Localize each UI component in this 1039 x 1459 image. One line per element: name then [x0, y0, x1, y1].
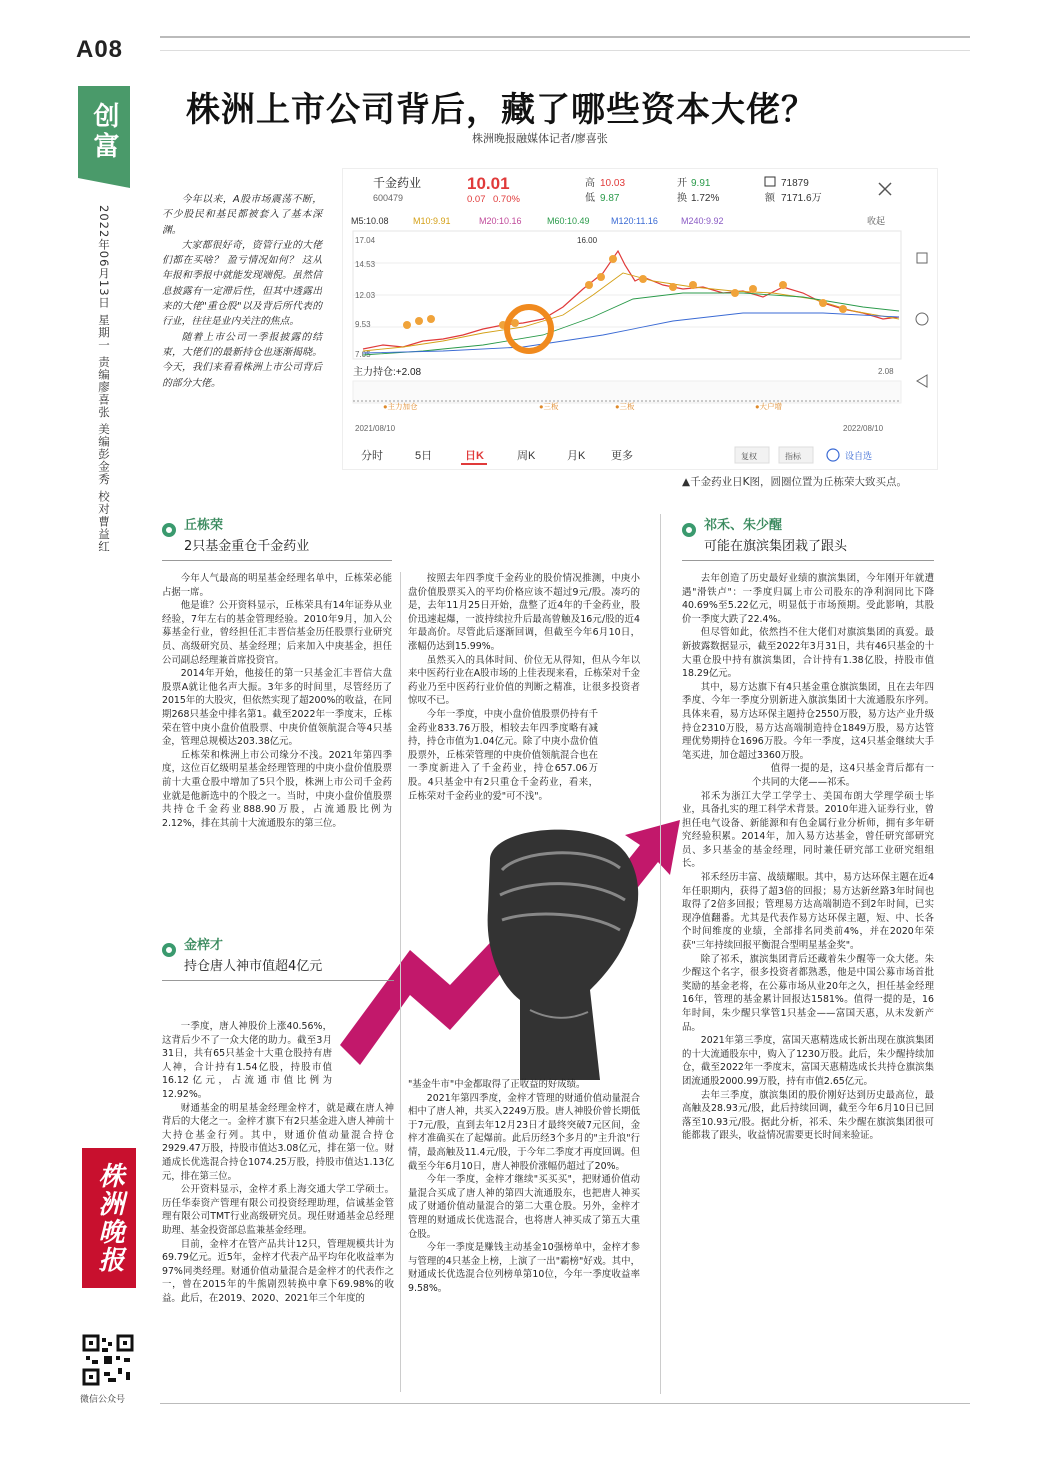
paragraph: 除了祁禾，旗滨集团背后还藏着朱少醒等一众大佬。朱少醒这个名字，很多投资者都熟悉，他是中国公募市场首批奖励的基金老将，在公募市场从业20年之久，担任基金经理16年，管理的基金累计回报达1581%。值得一提的是，16年时间，朱少醒只掌管1只基金——富国天惠，从未发新产品。 [682, 953, 934, 1033]
paragraph: 目前，金梓才在管产品共计12只，管理规模共计为69.79亿元。近5年，金梓才代表产品平均年化收益率为97%同类经理。财通价值动量混合是金梓才的代表作之一，曾在2015年的牛熊剧烈转换中拿下69.98%的收益。此后，在2019、2020、2021年三个年度的 [162, 1238, 394, 1304]
back-icon[interactable] [917, 375, 927, 387]
amount-label: 额 [765, 193, 775, 204]
column-qiu-2 [408, 572, 640, 803]
tab-fenshi[interactable]: 分时 [361, 450, 383, 462]
section-header-jin [162, 934, 322, 974]
section-rule [162, 560, 392, 561]
circle-icon[interactable] [916, 313, 928, 325]
peak-label: 16.00 [577, 236, 598, 245]
y-tick: 14.53 [355, 260, 376, 269]
paragraph: 去年三季度，旗滨集团的股价刚好达到历史最高位，最高触及28.93元/股，此后持续回调，截至今年6月10日已回落至10.93元/股。据此分析，祁禾、朱少醒在旗滨集团很可能都栽了跟头，收益情况需要更长时间来验证。 [682, 1089, 934, 1142]
right-tick: 2.08 [878, 367, 894, 376]
section-rule [162, 980, 394, 981]
intro [162, 192, 322, 391]
y-tick: 9.53 [355, 320, 371, 329]
column-jin-1 [162, 1020, 394, 1305]
event-label: ●三板 [539, 402, 559, 411]
ma5: M5:10.08 [351, 216, 389, 226]
date-end: 2022/08/10 [843, 424, 884, 433]
event-label: ●三板 [615, 402, 635, 411]
tab-more[interactable]: 更多 [611, 450, 633, 462]
column-qi [682, 572, 934, 1143]
section-name: 丘栋荣 [184, 518, 224, 533]
ma240: M240:9.92 [681, 216, 724, 226]
ring-icon [682, 523, 696, 537]
paragraph: 2014年开始，他接任的第一只基金汇丰晋信大盘股票A就让他名声大振。3年多的时间里，尽管经历了2015年的大股灾，但依然实现了超200%的收益，在同期268只基金中排名第1。截至2022年一季度末，丘栋荣在管中庚小盘价值股票、中庚价值领航混合等4只基金，管理总规模达203.38亿元。 [162, 668, 392, 748]
y-tick: 17.04 [355, 236, 376, 245]
ma10: M10:9.91 [413, 216, 451, 226]
add-watch-button[interactable]: 设自选 [845, 451, 873, 461]
fold-label[interactable]: 收起 [867, 216, 886, 226]
high-value: 10.03 [600, 178, 626, 189]
intro-para: 随着上市公司一季报披露的结束，大佬们的最新持仓也逐渐揭晓。今天，我们来看看株洲上市公司背后的部分大佬。 [162, 331, 322, 389]
ma20: M20:10.16 [479, 216, 522, 226]
section-header-qi [682, 514, 847, 554]
paragraph: 2021年第四季度，金梓才管理的财通价值动量混合相中了唐人神，共买入2249万股。唐人神股价曾长期低于7元/股，直到去年12月23日才最终突破7元区间，金梓才准确买在了起爆前。此后历经3个多月的"主升浪"行情，最高触及11.4元/股，于今年二季度才再度回调。但截至今年6月10日，唐人神股价涨幅仍超过了20%。 [408, 1092, 640, 1172]
paragraph: "基金牛市"中金都取得了正收益的好成绩。 [408, 1079, 586, 1090]
tab-5day[interactable]: 5日 [415, 450, 433, 462]
section-tab-tail [78, 178, 130, 188]
top-rule-thin [160, 50, 970, 51]
paragraph: 他是谁？公开资料显示，丘栋荣具有14年证券从业经验，7年左右的基金管理经验。2010年9月，加入公募基金行业，曾经担任汇丰晋信基金历任股票行业研究员、高级研究员、基金经理；后来加入中庚基金，担任公司副总经理兼首席投资官。 [162, 600, 392, 666]
tab-monthly-k[interactable]: 月K [567, 450, 586, 462]
qr-code-icon[interactable] [82, 1334, 134, 1386]
qr-label: 微信公众号 [80, 1395, 126, 1405]
close-icon[interactable] [879, 183, 891, 195]
volume-value: 71879 [781, 178, 809, 189]
paragraph: 虽然买入的具体时间、价位无从得知，但从今年以来中医药行业在A股市场的上佳表现来看，丘栋荣对千金药业乃至中医药行业价值的判断之精准，让很多投资者惊叹不已。 [408, 654, 640, 707]
paragraph: 按照去年四季度千金药业的股价情况推测，中庚小盘价值股票买入的平均价格应该不超过9元/股。凑巧的是，去年11月25日开始，盘整了近4年的千金药业，股价迅速起爆，一波持续拉升后最高曾触及16元/股的近4年最高价。尽管此后逐渐回调，但截至今年6月10日，涨幅仍达到15.99%。 [408, 573, 640, 652]
high-label: 高 [585, 178, 595, 189]
paragraph: 祁禾经历丰富、战绩耀眼。其中，易方达环保主题在近4年任职期内，获得了超3倍的回报；易方达新丝路3年时间也取得了2倍多回报；管理易方达高端制造不到2年时间，已实现净值翻番。尤其是代表作易方达环保主题，短、中、长各个时间维度的业绩，全部排名同类前4%，并在2020年荣获"三年持续回报平衡混合型明星基金奖"。 [682, 872, 934, 952]
paragraph: 但尽管如此，依然挡不住大佬们对旗滨集团的真爱。最新披露数据显示，截至2022年3月31日，共有46只基金的十大重仓股中持有旗滨集团，合计持有1.38亿股，持股市值18.29亿元。 [682, 627, 934, 680]
section-tab: 创富 [78, 86, 130, 178]
event-label: ●主力加仓 [383, 402, 418, 411]
y-tick: 12.03 [355, 291, 376, 300]
paragraph: 今年人气最高的明星基金经理名单中，丘栋荣必能占据一席。 [162, 573, 392, 598]
tab-daily-k[interactable]: 日K [465, 450, 484, 462]
byline: 株洲晚报融媒体记者/廖喜张 [472, 132, 608, 145]
bottom-rule [160, 1403, 970, 1404]
paragraph: 丘栋荣和株洲上市公司缘分不浅。2021年第四季度，这位百亿级明星基金经理管理的中庚小盘价值股票前十大重仓股中增加了5只个股，株洲上市公司千金药业就是他新选中的个股之一。当时，中庚小盘价值股票共持仓千金药业888.90万股，占流通股比例为2.12%，排在其前十大流通股东的第三位。 [162, 749, 392, 829]
stock-chart-panel [342, 168, 938, 470]
stock-change-pct: 0.70% [493, 194, 520, 205]
paragraph: 2021年第三季度，富国天惠精选成长新出现在旗滨集团的十大流通股东中，购入了1230万股。此后，朱少醒持续加仓，截至2022年一季度末，富国天惠精选成长共持仓旗滨集团流通股2000.99万股，持有市值2.65亿元。 [682, 1035, 934, 1087]
top-rule [160, 36, 970, 38]
paragraph: 今年一季度是赚钱主动基金10强榜单中，金梓才参与管理的4只基金上榜，上演了一出"霸榜"好戏。其中，财通成长优选混合位列榜单第10位，今年一季度收益率9.58%。 [408, 1242, 640, 1294]
column-jin-2 [408, 1078, 640, 1296]
section-rule [682, 560, 934, 561]
paragraph: 祁禾为浙江大学工学学士、美国布朗大学理学硕士毕业，具备扎实的理工科学术背景。2010年进入证券行业，曾担任电气设备、新能源和有色金属行业分析师，拥有多年研究经验积累。2014年，加入易方达基金，曾任研究部研究员、多只基金的基金经理，同时兼任研究部工业研究组组长。 [682, 790, 934, 870]
ring-icon [162, 943, 176, 957]
paragraph: 公开资料显示，金梓才系上海交通大学工学硕士。历任华泰资产管理有限公司投资经理助理，信诚基金管理有限公司TMT行业高级研究员。现任财通基金总经理助理、基金投资部总监兼基金经理。 [162, 1184, 394, 1236]
column-divider [660, 514, 661, 1394]
stock-change: 0.07 [467, 194, 486, 205]
stock-caption: ▲千金药业日K图，圆圈位置为丘栋荣大致买点。 [682, 476, 907, 488]
intro-para: 大家都很好奇，资管行业的大佬们都在买啥？ 盈亏情况如何？ 这从年报和季报中就能发现端倪。虽然信息披露有一定滞后性，但其中透露出来的大佬"重仓股"以及背后所代表的行业，往往是业内关注的焦点。 [162, 239, 322, 328]
turnover-value: 1.72% [691, 193, 720, 204]
low-label: 低 [585, 193, 595, 204]
section-header-qiu [162, 514, 309, 554]
event-label: ●大户增 [755, 402, 783, 411]
stock-name: 千金药业 [373, 176, 422, 190]
section-sub: 持仓唐人神市值超4亿元 [184, 959, 323, 974]
ma60: M60:10.49 [547, 216, 590, 226]
section-sub: 2只基金重仓千金药业 [184, 539, 310, 554]
fuquan-button[interactable]: 复权 [741, 452, 757, 461]
volume-icon [765, 177, 775, 186]
amount-value: 7171.6万 [781, 193, 822, 204]
headline: 株洲上市公司背后，藏了哪些资本大佬？ [186, 90, 816, 130]
section-sub: 可能在旗滨集团栽了跟头 [704, 539, 848, 554]
intro-para: 今年以来，A股市场震荡不断，不少股民和基民都被套入了基本深渊。 [162, 194, 322, 236]
paragraph: 值得一提的是，这4只基金背后都有一个共同的大佬——祁禾。 [752, 763, 934, 788]
stock-code: 600479 [373, 193, 404, 203]
ma120: M120:11.16 [611, 216, 658, 226]
add-watch-icon[interactable] [827, 449, 839, 461]
main-force-label: 主力持仓:+2.08 [353, 367, 422, 378]
column-divider [400, 572, 401, 1392]
section-name: 祁禾、朱少醒 [704, 518, 783, 533]
newspaper-logo: 株洲晚报 [82, 1148, 136, 1288]
page-number: A08 [76, 36, 124, 63]
low-value: 9.87 [600, 193, 620, 204]
open-value: 9.91 [691, 178, 711, 189]
paragraph: 今年一季度，中庚小盘价值股票仍持有千金药业833.76万股，相较去年四季度略有减持，持仓市值为1.04亿元。除了中庚小盘价值股票外，丘栋荣管理的中庚价值领航混合也在一季度新进入了千金药业，持仓657.06万股。4只基金中有2只重仓千金药业，看来，丘栋荣对千金药业的爱"可不浅"。 [408, 708, 598, 802]
paragraph: 一季度，唐人神股价上涨40.56%，这背后少不了一众大佬的助力。截至3月31日，共有65只基金十大重仓股持有唐人神，合计持有1.54亿股，持股市值16.12亿元，占流通市值比例为12.92%。 [162, 1021, 332, 1100]
y-tick: 7.05 [355, 350, 371, 359]
buy-point-circle [507, 307, 551, 351]
fist-icon [488, 830, 639, 1080]
paragraph: 其中，易方达旗下有4只基金重仓旗滨集团，且在去年四季度、今年一季度分别新进入旗滨集团十大流通股东序列。具体来看，易方达环保主题持仓2550万股，易方达产业升级持仓2310万股，易方达高端制造持仓1849万股，易方达管理优势期持仓1696万股。今年一季度，这4只基金继续大手笔买进，加仓超过3360万股。 [682, 681, 934, 761]
tab-weekly-k[interactable]: 周K [517, 450, 536, 462]
turnover-label: 换 [677, 193, 687, 204]
section-name: 金梓才 [184, 938, 224, 953]
paragraph: 去年创造了历史最好业绩的旗滨集团，今年刚开年就遭遇"滑铁卢"：一季度归属上市公司股东的净利润同比下降40.69%至5.22亿元，明显低于市场预期。受此影响，其股价一季度大跌了22.4%。 [682, 573, 934, 625]
date-start: 2021/08/10 [355, 424, 396, 433]
paragraph: 今年一季度，金梓才继续"买买买"，把财通价值动量混合买成了唐人神的第四大流通股东，也把唐人神买成了财通价值动量混合的第二大重仓股。另外，金梓才管理的财通成长优选混合，也将唐人神买成了第五大重仓股。 [408, 1174, 640, 1240]
stock-price: 10.01 [467, 174, 510, 193]
square-icon[interactable] [917, 253, 927, 263]
date-line: 2022年06月13日 星期一 责编廖喜张 美编彭金秀 校对曹益红 [97, 205, 111, 553]
paragraph: 财通基金的明星基金经理金梓才，就是藏在唐人神背后的大佬之一。金梓才旗下有2只基金进入唐人神前十大持仓基金行列。其中，财通价值动量混合持仓2929.47万股，持股市值达3.08亿元，排在第一位。财通成长优选混合持仓1074.25万股，持股市值达1.13亿元，排在第三位。 [162, 1102, 394, 1182]
indicator-button[interactable]: 指标 [785, 452, 801, 461]
ring-icon [162, 523, 176, 537]
open-label: 开 [677, 178, 687, 189]
